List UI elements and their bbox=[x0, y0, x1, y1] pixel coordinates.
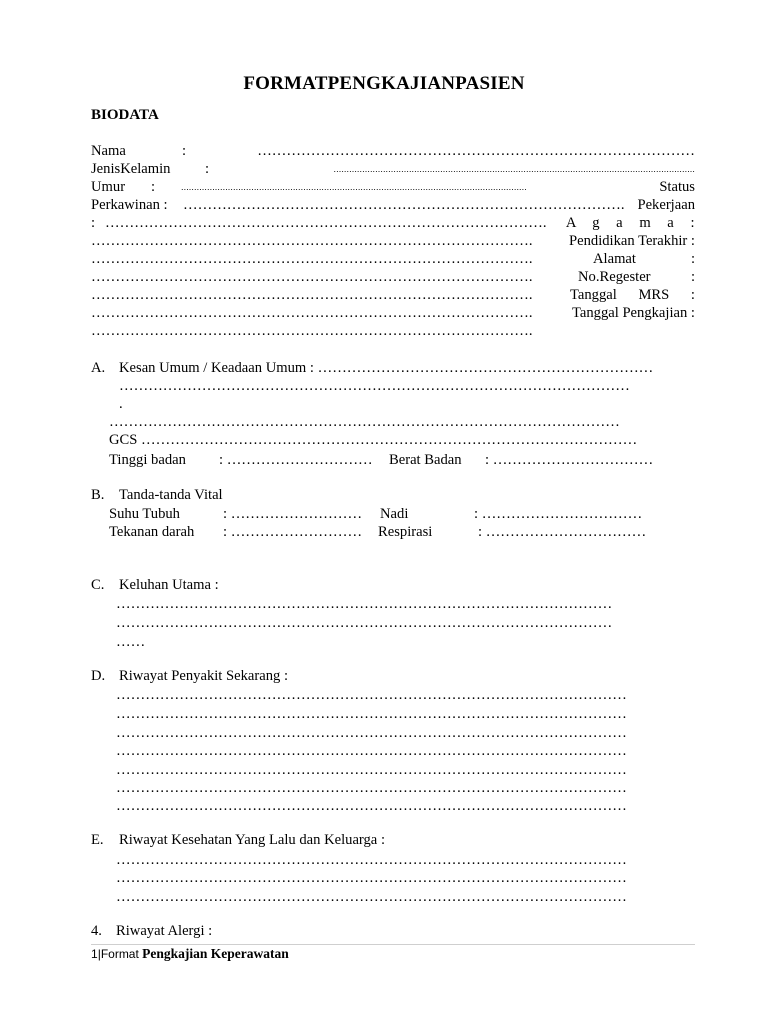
footer-format-word: Format bbox=[100, 947, 139, 961]
section-a-line-1-end: . bbox=[119, 396, 123, 412]
section-e-line: …………………………………………………………………………………………… bbox=[116, 852, 627, 868]
section-4-label: 4. bbox=[91, 923, 102, 939]
pekerjaan-dots: ………………………………………………………………………………. bbox=[105, 215, 547, 231]
agama-label: A g a m a : bbox=[565, 215, 701, 231]
tinggi-label: Tinggi badan bbox=[109, 452, 186, 468]
page-title: FORMATPENGKAJIANPASIEN bbox=[243, 73, 525, 94]
tanggal-pengkajian-row bbox=[91, 322, 695, 340]
section-d-line: …………………………………………………………………………………………… bbox=[116, 762, 627, 778]
jenis-kelamin-row bbox=[91, 160, 695, 178]
umur-label: Umur bbox=[91, 179, 126, 195]
section-a-title-dots: …………………………………………………………… bbox=[317, 360, 654, 376]
page-number: 1 bbox=[91, 947, 98, 961]
section-a-line-2: …………………………………………………………………………………………… bbox=[109, 414, 620, 430]
perkawinan-row bbox=[91, 196, 695, 214]
agama-dots: ………………………………………………………………………………. bbox=[91, 233, 533, 249]
tinggi-berat-row bbox=[109, 451, 695, 469]
pendidikan-dots: ………………………………………………………………………………. bbox=[91, 251, 533, 267]
jenis-kelamin-colon: : bbox=[205, 161, 210, 177]
section-b-title: Tanda-tanda Vital bbox=[119, 487, 223, 503]
pekerjaan-label: Pekerjaan bbox=[637, 197, 695, 213]
noregester-colon: : bbox=[690, 269, 695, 285]
noregester-dots: ………………………………………………………………………………. bbox=[91, 287, 533, 303]
pekerjaan-colon: : bbox=[91, 215, 96, 231]
berat-value: : …………………………… bbox=[485, 452, 654, 468]
section-c-title: Keluhan Utama : bbox=[119, 577, 219, 593]
section-c-line: ………………………………………………………………………………………… bbox=[116, 596, 613, 612]
section-c-line: …… bbox=[116, 634, 146, 650]
alamat-dots: ………………………………………………………………………………. bbox=[91, 269, 533, 285]
alamat-colon: : bbox=[690, 251, 695, 267]
nama-row bbox=[91, 142, 695, 160]
gcs-dots: ………………………………………………………………………………………… bbox=[141, 432, 638, 448]
footer-separator: | bbox=[97, 947, 101, 961]
section-c-label: C. bbox=[91, 577, 105, 593]
umur-colon: : bbox=[151, 179, 156, 195]
biodata-heading: BIODATA bbox=[91, 107, 159, 123]
noregester-label: No.Regester bbox=[578, 269, 651, 285]
respirasi-value: : …………………………… bbox=[478, 524, 647, 540]
section-d-line: …………………………………………………………………………………………… bbox=[116, 706, 627, 722]
suhu-value: : ……………………… bbox=[223, 506, 363, 522]
section-d-line: …………………………………………………………………………………………… bbox=[116, 780, 627, 796]
noregester-row bbox=[91, 286, 695, 304]
tinggi-value: : ………………………… bbox=[219, 452, 373, 468]
section-e-line: …………………………………………………………………………………………… bbox=[116, 889, 627, 905]
perkawinan-label: Perkawinan : bbox=[91, 197, 168, 213]
tanggal-mrs-row bbox=[91, 304, 695, 322]
jenis-kelamin-dots: ........................................................................................................................................... bbox=[333, 164, 695, 174]
section-d-line: …………………………………………………………………………………………… bbox=[116, 798, 627, 814]
section-c-line: ………………………………………………………………………………………… bbox=[116, 615, 613, 631]
page-footer bbox=[91, 946, 289, 962]
section-4-title: Riwayat Alergi : bbox=[116, 923, 213, 939]
section-d-title: Riwayat Penyakit Sekarang : bbox=[119, 668, 289, 684]
tanggal-mrs-dots: ………………………………………………………………………………. bbox=[91, 305, 533, 321]
nadi-label: Nadi bbox=[380, 506, 409, 522]
footer-text: Pengkajian Keperawatan bbox=[142, 946, 289, 961]
nadi-value: : …………………………… bbox=[474, 506, 643, 522]
section-e-line: …………………………………………………………………………………………… bbox=[116, 870, 627, 886]
agama-row bbox=[91, 232, 695, 250]
alamat-label: Alamat bbox=[593, 251, 636, 267]
tanggal-pengkajian-label: Tanggal Pengkajian : bbox=[572, 305, 695, 321]
tekanan-respirasi-row bbox=[109, 523, 695, 541]
status-label: Status bbox=[659, 179, 695, 195]
berat-label: Berat Badan bbox=[389, 452, 462, 468]
pendidikan-label: Pendidikan Terakhir : bbox=[569, 233, 695, 249]
gcs-label: GCS bbox=[109, 432, 138, 448]
nama-colon: : bbox=[182, 143, 187, 159]
pendidikan-row bbox=[91, 250, 695, 268]
section-e-label: E. bbox=[91, 832, 104, 848]
section-a-label: A. bbox=[91, 360, 106, 376]
tekanan-value: : ……………………… bbox=[223, 524, 363, 540]
alamat-row bbox=[91, 268, 695, 286]
gcs-row bbox=[109, 431, 637, 449]
suhu-nadi-row bbox=[109, 505, 695, 523]
section-a-line-1: …………………………………………………………………………………………… bbox=[119, 378, 630, 394]
suhu-label: Suhu Tubuh bbox=[109, 506, 180, 522]
section-d-line: …………………………………………………………………………………………… bbox=[116, 725, 627, 741]
umur-dots: ..................................................................................................................................... bbox=[181, 182, 527, 192]
section-d-line: …………………………………………………………………………………………… bbox=[116, 687, 627, 703]
nama-dots: ……………………………………………………………………………… bbox=[257, 143, 695, 159]
section-e-title: Riwayat Kesehatan Yang Lalu dan Keluarga : bbox=[119, 832, 385, 848]
section-a-title-text: Kesan Umum / Keadaan Umum : bbox=[119, 360, 314, 376]
section-d-line: …………………………………………………………………………………………… bbox=[116, 743, 627, 759]
umur-status-row bbox=[91, 178, 695, 196]
respirasi-label: Respirasi bbox=[378, 524, 433, 540]
tanggal-pengkajian-dots: ………………………………………………………………………………. bbox=[91, 323, 533, 339]
footer-divider bbox=[91, 944, 695, 945]
nama-label: Nama bbox=[91, 143, 126, 159]
perkawinan-dots: ………………………………………………………………………………. bbox=[183, 197, 625, 213]
section-b-label: B. bbox=[91, 487, 105, 503]
section-a-title bbox=[119, 359, 653, 377]
pekerjaan-row bbox=[91, 214, 701, 232]
tanggal-mrs-label: Tanggal MRS : bbox=[570, 287, 695, 303]
section-d-label: D. bbox=[91, 668, 106, 684]
jenis-kelamin-label: JenisKelamin bbox=[91, 161, 171, 177]
tekanan-label: Tekanan darah bbox=[109, 524, 195, 540]
